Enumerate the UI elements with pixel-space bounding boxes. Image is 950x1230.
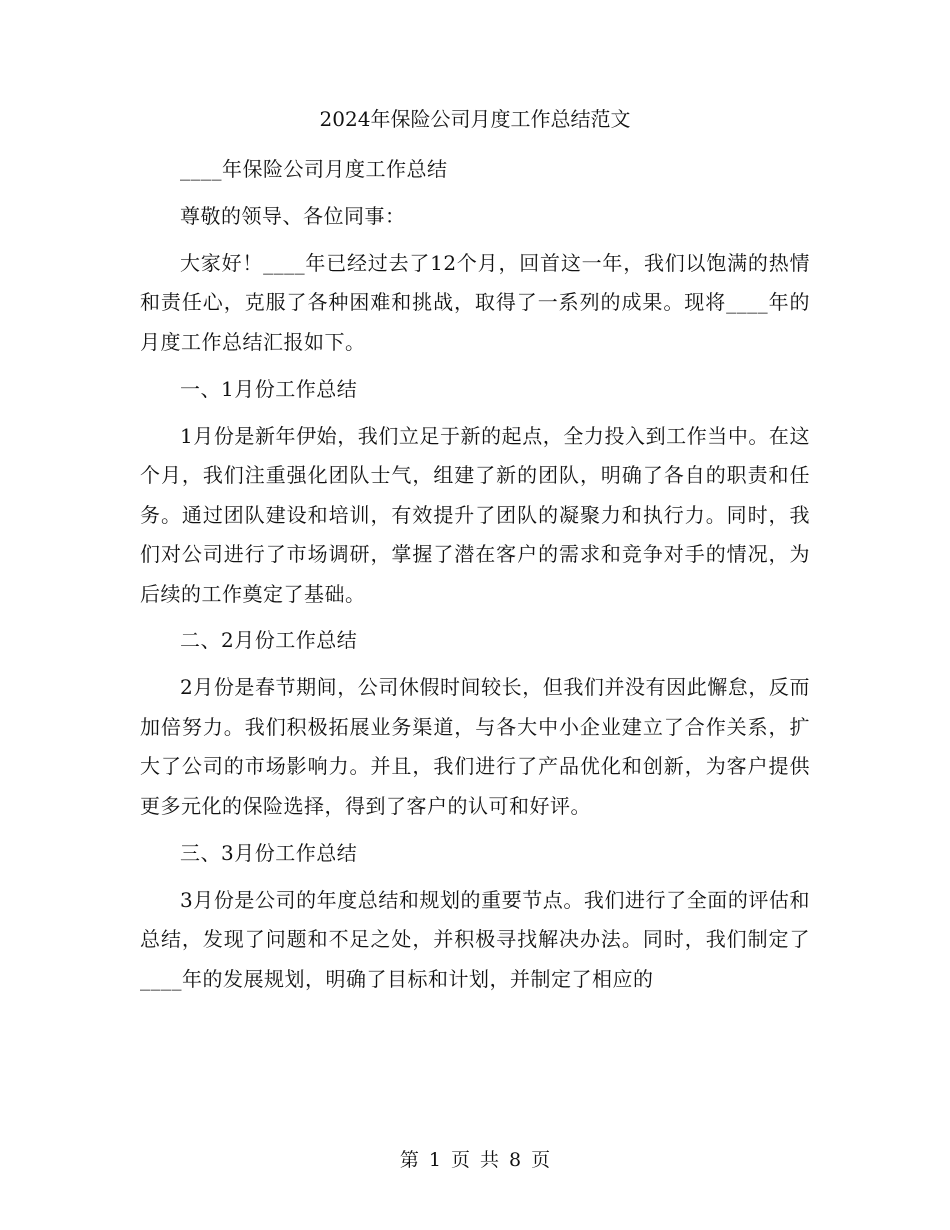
salutation-paragraph: 尊敬的领导、各位同事： — [180, 203, 406, 228]
intro-paragraph: 大家好！____年已经过去了12个月，回首这一年，我们以饱满的热情和责任心，克服了各种困难和挑战，取得了一系列的成果。现将____年的月度工作总结汇报如下。 — [140, 250, 810, 354]
section-body-february: 2月份是春节期间，公司休假时间较长，但我们并没有因此懈怠，反而加倍努力。我们积极拓展业务渠道，与各大中小企业建立了合作关系，扩大了公司的市场影响力。并且，我们进行了产品优化和创新，为客户提供更多元化的保险选择，得到了客户的认可和好评。 — [140, 675, 810, 818]
page-number-footer: 第 1 页 共 8 页 — [399, 1149, 551, 1171]
section-heading-january: 一、1月份工作总结 — [180, 376, 358, 401]
document-title: 2024年保险公司月度工作总结范文 — [319, 107, 631, 131]
section-heading-february: 二、2月份工作总结 — [180, 628, 358, 653]
section-body-january: 1月份是新年伊始，我们立足于新的起点，全力投入到工作当中。在这个月，我们注重强化团队士气，组建了新的团队，明确了各自的职责和任务。通过团队建设和培训，有效提升了团队的凝聚力和执行力。同时，我们对公司进行了市场调研，掌握了潜在客户的需求和竞争对手的情况，为后续的工作奠定了基础。 — [140, 423, 810, 606]
section-heading-march: 三、3月份工作总结 — [180, 840, 358, 865]
document-body — [140, 150, 810, 1007]
subtitle-paragraph: ____年保险公司月度工作总结 — [180, 157, 448, 181]
section-body-march: 3月份是公司的年度总结和规划的重要节点。我们进行了全面的评估和总结，发现了问题和不足之处，并积极寻找解决办法。同时，我们制定了____年的发展规划，明确了目标和计划，并制定了相应的 — [140, 887, 810, 991]
